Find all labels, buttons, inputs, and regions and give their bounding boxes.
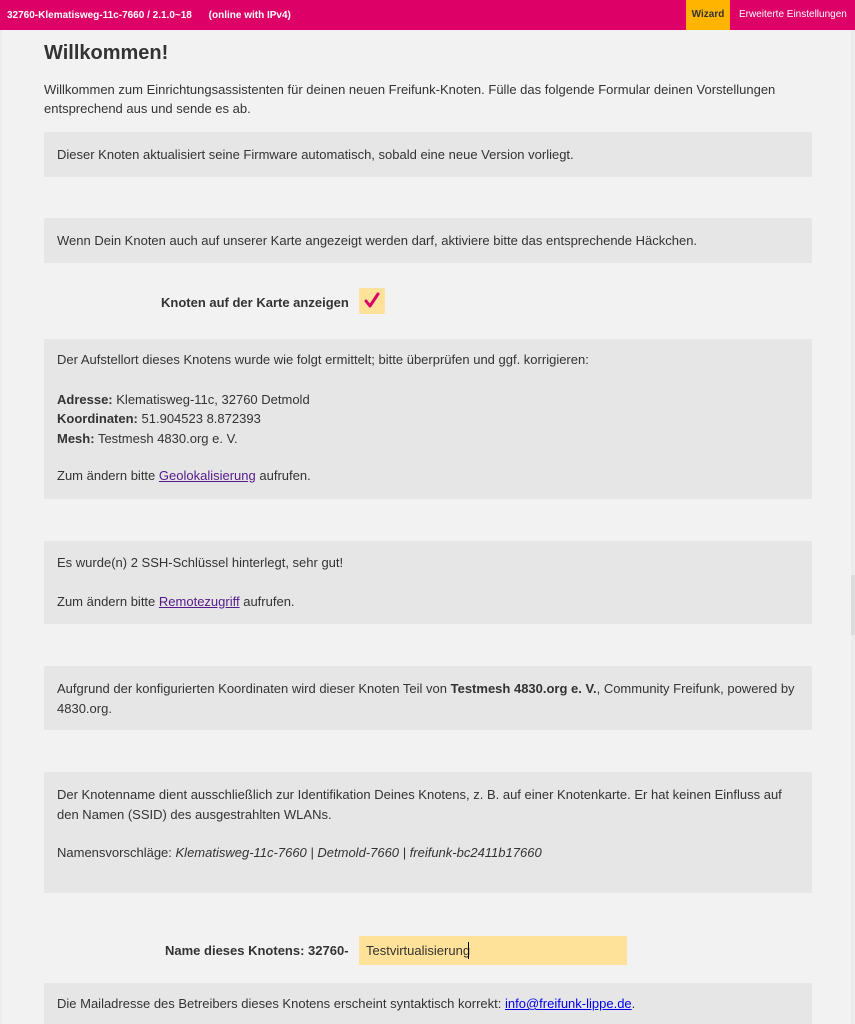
mail-text bbox=[57, 983, 799, 1014]
online-status: (online with IPv4) bbox=[208, 10, 291, 21]
map-notice bbox=[44, 218, 812, 263]
autoupdate-notice bbox=[44, 132, 812, 177]
page-title: Willkommen! bbox=[44, 42, 169, 64]
coords-value: 51.904523 8.872393 bbox=[141, 411, 261, 426]
remote-access-suffix: aufrufen. bbox=[243, 593, 295, 609]
mail-prefix: Die Mailadresse des Betreibers dieses Knotens erscheint syntaktisch korrekt: bbox=[57, 996, 502, 1011]
name-suggestions: Klematisweg-11c-7660 | Detmold-7660 | freifunk-bc2411b17660 bbox=[175, 845, 542, 860]
mesh-value: Testmesh 4830.org e. V. bbox=[97, 430, 238, 446]
mesh-label: Mesh: bbox=[57, 430, 95, 446]
nodename-input[interactable] bbox=[359, 936, 627, 965]
wizard-page bbox=[2, 30, 851, 1024]
scrollbar[interactable] bbox=[851, 575, 855, 635]
node-hostname: 32760-Klematisweg-11c-7660 / 2.1.0~18 bbox=[7, 10, 192, 21]
geolocation-link[interactable]: Geolokalisierung bbox=[158, 468, 256, 483]
map-checkbox[interactable] bbox=[359, 288, 385, 314]
mail-suffix: . bbox=[631, 996, 636, 1011]
address-label: Adresse: bbox=[57, 391, 113, 407]
coords-label: Koordinaten: bbox=[57, 411, 138, 426]
mesh-row bbox=[57, 429, 799, 449]
nav-wizard-tab[interactable]: Wizard bbox=[686, 0, 730, 30]
ssh-box bbox=[44, 541, 812, 624]
location-box bbox=[44, 339, 812, 499]
nodename-text: Der Knotenname dient ausschließlich zur Identifikation Deines Knotens, z. B. auf einer Knotenkarte. Er hat keinen Einfluss auf den Namen (SSID) des ausgestrahlten WLANs. bbox=[57, 787, 782, 822]
remote-access-link[interactable]: Remotezugriff bbox=[158, 593, 240, 609]
map-checkbox-label: Knoten auf der Karte anzeigen bbox=[161, 295, 349, 310]
map-notice-text: Wenn Dein Knoten auch auf unserer Karte angezeigt werden darf, aktiviere bitte das entsprechende Häckchen. bbox=[57, 233, 698, 248]
autoupdate-text: Dieser Knoten aktualisiert seine Firmware automatisch, sobald eine neue Version vorliegt. bbox=[57, 147, 574, 162]
remote-access-row bbox=[57, 592, 799, 612]
node-status bbox=[7, 10, 291, 21]
community-prefix: Aufgrund der konfigurierten Koordinaten wird dieser Knoten Teil von bbox=[57, 681, 447, 696]
text-cursor bbox=[468, 942, 469, 959]
geolocation-suffix: aufrufen. bbox=[259, 468, 311, 483]
community-box bbox=[44, 666, 812, 730]
location-intro: Der Aufstellort dieses Knotens wurde wie folgt ermittelt; bitte überprüfen und ggf. korrigieren: bbox=[57, 352, 589, 367]
ssh-text: Es wurde(n) 2 SSH-Schlüssel hinterlegt, sehr gut! bbox=[57, 555, 344, 570]
community-mesh-name: Testmesh 4830.org e. V. bbox=[450, 681, 597, 696]
geolocation-row bbox=[57, 466, 799, 486]
name-suggestions-label: Namensvorschläge: bbox=[57, 845, 172, 860]
nav-advanced-settings-link[interactable]: Erweiterte Einstellungen bbox=[739, 9, 847, 20]
nodename-input-label: Name dieses Knotens: 32760- bbox=[165, 943, 349, 958]
name-suggestions-row bbox=[57, 843, 799, 863]
mail-link[interactable]: info@freifunk-lippe.de bbox=[505, 996, 632, 1011]
mail-box bbox=[44, 983, 812, 1024]
community-suffix: , Community Freifunk, powered by 4830.org. bbox=[57, 681, 795, 716]
community-text bbox=[57, 666, 799, 718]
intro-text: Willkommen zum Einrichtungsassistenten für deinen neuen Freifunk-Knoten. Fülle das folgende Formular deinen Vorstellungen entsprechend aus und sende es ab. bbox=[44, 82, 776, 116]
remote-access-prefix: Zum ändern bitte bbox=[57, 593, 156, 609]
coords-row bbox=[57, 409, 799, 429]
address-value: Klematisweg-11c, 32760 Detmold bbox=[116, 391, 310, 407]
nodename-box bbox=[44, 772, 812, 893]
geolocation-prefix: Zum ändern bitte bbox=[57, 468, 156, 483]
top-bar bbox=[0, 0, 855, 30]
address-row bbox=[57, 390, 799, 410]
